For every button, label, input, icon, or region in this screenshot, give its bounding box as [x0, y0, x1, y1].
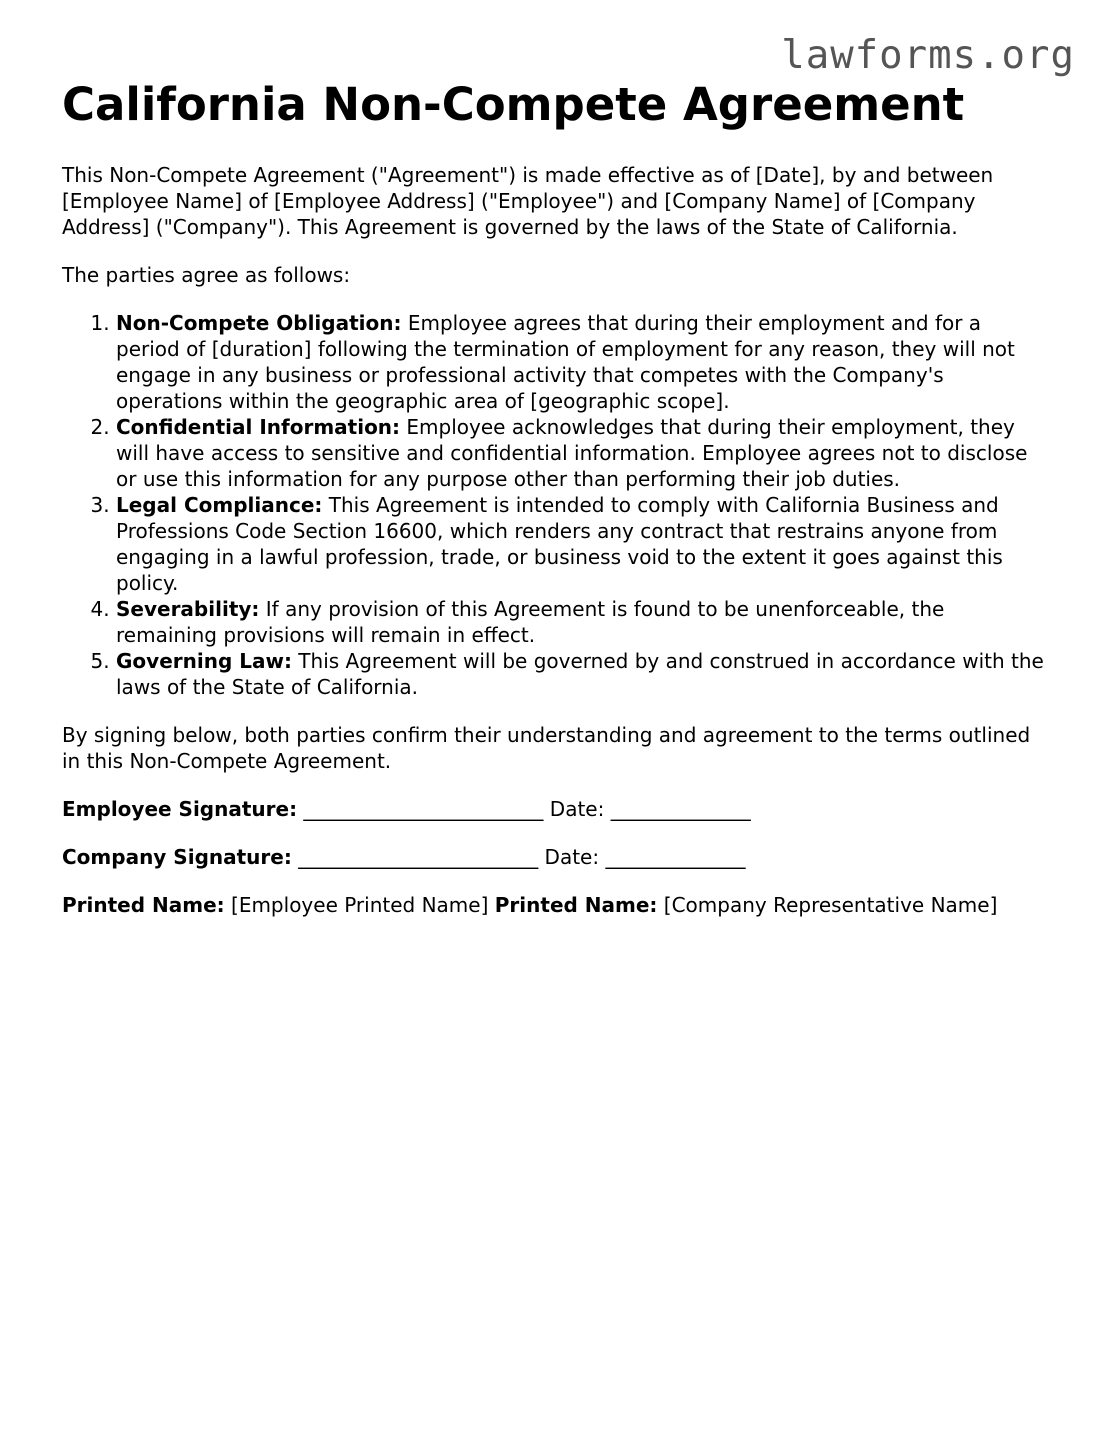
printed-name-label-company: Printed Name:	[494, 893, 658, 917]
clause-text: If any provision of this Agreement is found to be unenforceable, the remaining provisions will remain in effect.	[116, 597, 945, 647]
clause-heading: Governing Law:	[116, 649, 292, 673]
printed-name-employee: [Employee Printed Name]	[224, 893, 495, 917]
clause-text: Employee acknowledges that during their employment, they will have access to sensitive and confidential information. Employee agrees not to disclose or use this information for any purpose other than performing their job duties.	[116, 415, 1028, 491]
company-signature-blank: ________________________ Date: ______________	[291, 845, 746, 869]
clause-heading: Confidential Information:	[116, 415, 401, 439]
clause-heading: Severability:	[116, 597, 260, 621]
clause-item	[116, 596, 1044, 648]
lawforms-watermark: lawforms.org	[781, 33, 1075, 78]
document-title: California Non-Compete Agreement	[62, 78, 965, 131]
clause-text: This Agreement is intended to comply with California Business and Professions Code Section 16600, which renders any contract that restrains anyone from engaging in a lawful profession, trade, or business void to the extent it goes against this policy.	[116, 493, 1003, 595]
printed-name-label-employee: Printed Name:	[62, 893, 225, 917]
employee-signature-blank: ________________________ Date: ______________	[297, 797, 751, 821]
clause-heading: Legal Compliance:	[116, 493, 323, 517]
parties-agree-paragraph: The parties agree as follows:	[62, 263, 351, 287]
clause-text: Employee agrees that during their employment and for a period of [duration] following the termination of employment for any reason, they will not engage in any business or professional activity that competes with the Company's operations within the geographic area of [geographic scope].	[116, 311, 1015, 413]
clause-item	[116, 310, 1044, 414]
closing-paragraph: By signing below, both parties confirm their understanding and agreement to the terms outlined in this Non-Compete Agreement.	[62, 723, 1031, 773]
clause-item	[116, 414, 1044, 492]
clause-heading: Non-Compete Obligation:	[116, 311, 402, 335]
employee-signature-label: Employee Signature:	[62, 797, 298, 821]
printed-name-company: [Company Representative Name]	[657, 893, 998, 917]
company-signature-label: Company Signature:	[62, 845, 292, 869]
intro-paragraph: This Non-Compete Agreement ("Agreement") is made effective as of [Date], by and between [Employee Name] of [Employee Address] ("Employee") and [Company Name] of [Company Address] ("Company"). This Agreement is governed by the laws of the State of California.	[62, 163, 994, 239]
employee-signature-line	[62, 796, 1044, 822]
company-signature-line	[62, 844, 1044, 870]
printed-names-line	[62, 892, 1044, 918]
clauses-list	[62, 310, 1044, 700]
clause-item	[116, 492, 1044, 596]
document-page	[62, 78, 1044, 940]
clause-text: This Agreement will be governed by and construed in accordance with the laws of the State of California.	[116, 649, 1044, 699]
clause-item	[116, 648, 1044, 700]
